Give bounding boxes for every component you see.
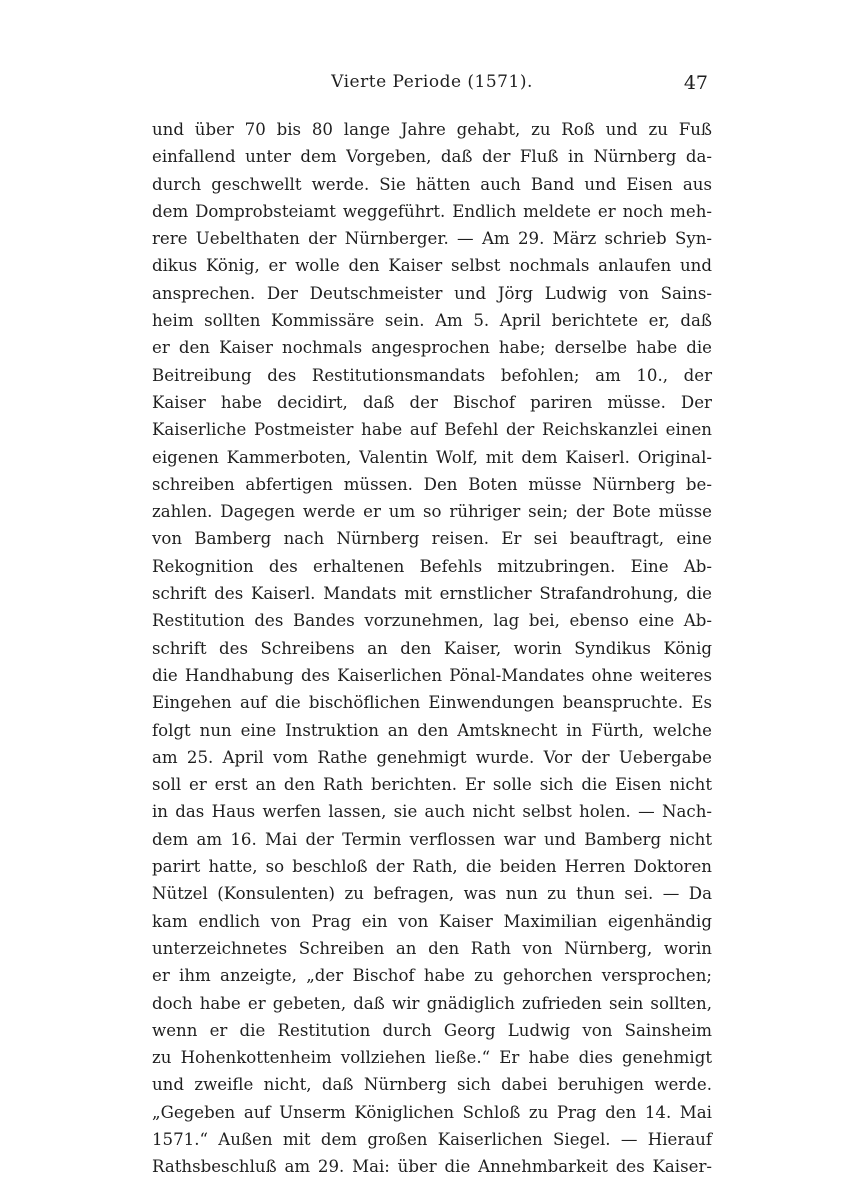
text-line: Rekognition des erhaltenen Befehls mitzubringen. Eine Ab- (152, 556, 712, 576)
text-line: dikus König, er wolle den Kaiser selbst nochmals anlaufen und (152, 256, 712, 276)
text-line: Kaiserliche Postmeister habe auf Befehl der Reichskanzlei einen (152, 420, 712, 440)
text-line: einfallend unter dem Vorgeben, daß der Fluß in Nürnberg da- (152, 147, 712, 167)
text-line: schrift des Kaiserl. Mandats mit ernstlicher Strafandrohung, die (152, 584, 712, 604)
text-line: unterzeichnetes Schreiben an den Rath von Nürnberg, worin (152, 938, 712, 958)
text-line: folgt nun eine Instruktion an den Amtsknecht in Fürth, welche (152, 720, 712, 740)
text-line: die Handhabung des Kaiserlichen Pönal-Mandates ohne weiteres (152, 665, 712, 685)
text-line: Beitreibung des Restitutionsmandats befohlen; am 10., der (152, 365, 712, 385)
text-line: Rathsbeschluß am 29. Mai: über die Annehmbarkeit des Kaiser- (152, 1157, 712, 1177)
text-line: und zweifle nicht, daß Nürnberg sich dabei beruhigen werde. (152, 1075, 712, 1095)
text-line: 1571.“ Außen mit dem großen Kaiserlichen Siegel. — Hierauf (152, 1129, 712, 1149)
text-line: rere Uebelthaten der Nürnberger. — Am 29. März schrieb Syn- (152, 229, 712, 249)
text-line: wenn er die Restitution durch Georg Ludwig von Sainsheim (152, 1020, 712, 1040)
text-line: ansprechen. Der Deutschmeister und Jörg Ludwig von Sains- (152, 283, 712, 303)
text-line: und über 70 bis 80 lange Jahre gehabt, zu Roß und zu Fuß (152, 120, 712, 139)
text-line: schreiben abfertigen müssen. Den Boten müsse Nürnberg be- (152, 474, 712, 494)
text-line: Nützel (Konsulenten) zu befragen, was nun zu thun sei. — Da (152, 884, 712, 904)
text-line: Kaiser habe decidirt, daß der Bischof pariren müsse. Der (152, 392, 712, 412)
running-title: Vierte Periode (1571). (331, 72, 533, 92)
text-line: „Gegeben auf Unserm Königlichen Schloß zu Prag den 14. Mai (152, 1102, 712, 1122)
text-line: am 25. April vom Rathe genehmigt wurde. Vor der Uebergabe (152, 747, 712, 767)
text-line: parirt hatte, so beschloß der Rath, die beiden Herren Doktoren (152, 857, 712, 877)
running-head (152, 72, 712, 102)
text-line: eigenen Kammerboten, Valentin Wolf, mit dem Kaiserl. Original- (152, 447, 712, 467)
text-line: zahlen. Dagegen werde er um so rühriger sein; der Bote müsse (152, 502, 712, 522)
text-line: dem Domprobsteiamt weggeführt. Endlich meldete er noch meh- (152, 201, 712, 221)
text-line: in das Haus werfen lassen, sie auch nicht selbst holen. — Nach- (152, 802, 712, 822)
text-line: kam endlich von Prag ein von Kaiser Maximilian eigenhändig (152, 911, 712, 931)
page-number: 47 (683, 72, 708, 94)
text-line: durch geschwellt werde. Sie hätten auch Band und Eisen aus (152, 174, 712, 194)
text-line: Restitution des Bandes vorzunehmen, lag bei, ebenso eine Ab- (152, 611, 712, 631)
text-line: doch habe er gebeten, daß wir gnädiglich zufrieden sein sollten, (152, 993, 712, 1013)
text-line: er den Kaiser nochmals angesprochen habe; derselbe habe die (152, 338, 712, 358)
text-line: dem am 16. Mai der Termin verflossen war und Bamberg nicht (152, 829, 712, 849)
text-line: heim sollten Kommissäre sein. Am 5. April berichtete er, daß (152, 311, 712, 331)
text-line: schrift des Schreibens an den Kaiser, worin Syndikus König (152, 638, 712, 658)
text-line: zu Hohenkottenheim vollziehen ließe.“ Er habe dies genehmigt (152, 1048, 712, 1068)
text-line: Eingehen auf die bischöflichen Einwendungen beanspruchte. Es (152, 693, 712, 713)
text-line: er ihm anzeigte, „der Bischof habe zu gehorchen versprochen; (152, 966, 712, 986)
body-text (152, 116, 712, 1181)
text-line: von Bamberg nach Nürnberg reisen. Er sei beauftragt, eine (152, 529, 712, 549)
text-line: soll er erst an den Rath berichten. Er solle sich die Eisen nicht (152, 775, 712, 795)
